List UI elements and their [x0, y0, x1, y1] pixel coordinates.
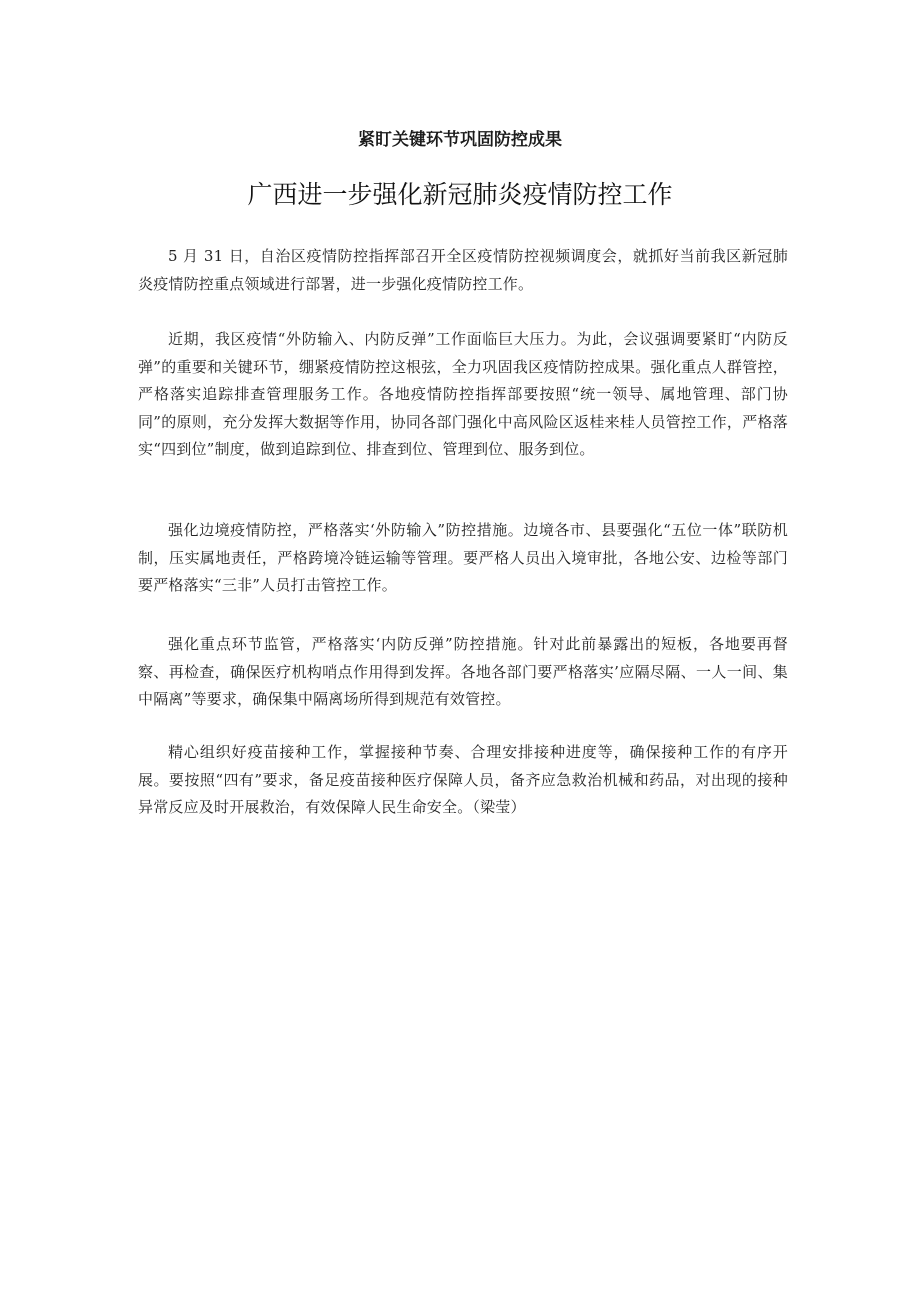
paragraph-vaccination: 精心组织好疫苗接种工作，掌握接种节奏、合理安排接种进度等，确保接种工作的有序开展。要按照“四有”要求，备足疫苗接种医疗保障人员，备齐应急救治机械和药品，对出现的接种异常反应及时开展救治，有效保障人民生命安全。（梁莹） [138, 743, 788, 816]
article-title: 广西进一步强化新冠肺炎疫情防控工作 [247, 180, 673, 209]
paragraph-key-population-control: 近期，我区疫情“外防输入、内防反弹”工作面临巨大压力。为此，会议强调要紧盯“内防反弹”的重要和关键环节，绷紧疫情防控这根弦，全力巩固我区疫情防控成果。强化重点人群管控，严格落实追踪排查管理服务工作。各地疫情防控指挥部要按照“统一领导、属地管理、部门协同”的原则，充分发挥大数据等作用，协同各部门强化中高风险区返桂来桂人员管控工作，严格落实“四到位”制度，做到追踪到位、排查到位、管理到位、服务到位。 [138, 330, 788, 458]
paragraph-meeting-intro: 5 月 31 日，自治区疫情防控指挥部召开全区疫情防控视频调度会，就抓好当前我区新冠肺炎疫情防控重点领域进行部署，进一步强化疫情防控工作。 [138, 247, 788, 293]
article-subtitle: 紧盯关键环节巩固防控成果 [358, 130, 562, 150]
paragraph-key-link-supervision: 强化重点环节监管，严格落实‘内防反弹”防控措施。针对此前暴露出的短板，各地要再督察、再检查，确保医疗机构哨点作用得到发挥。各地各部门要严格落实’应隔尽隔、一人一间、集中隔离”等要求，确保集中隔离场所得到规范有效管控。 [138, 635, 788, 708]
paragraph-border-control: 强化边境疫情防控，严格落实‘外防输入”防控措施。边境各市、县要强化“五位一体”联防机制，压实属地责任，严格跨境冷链运输等管理。要严格人员出入境审批，各地公安、边检等部门要严格落实“三非”人员打击管控工作。 [138, 521, 788, 594]
